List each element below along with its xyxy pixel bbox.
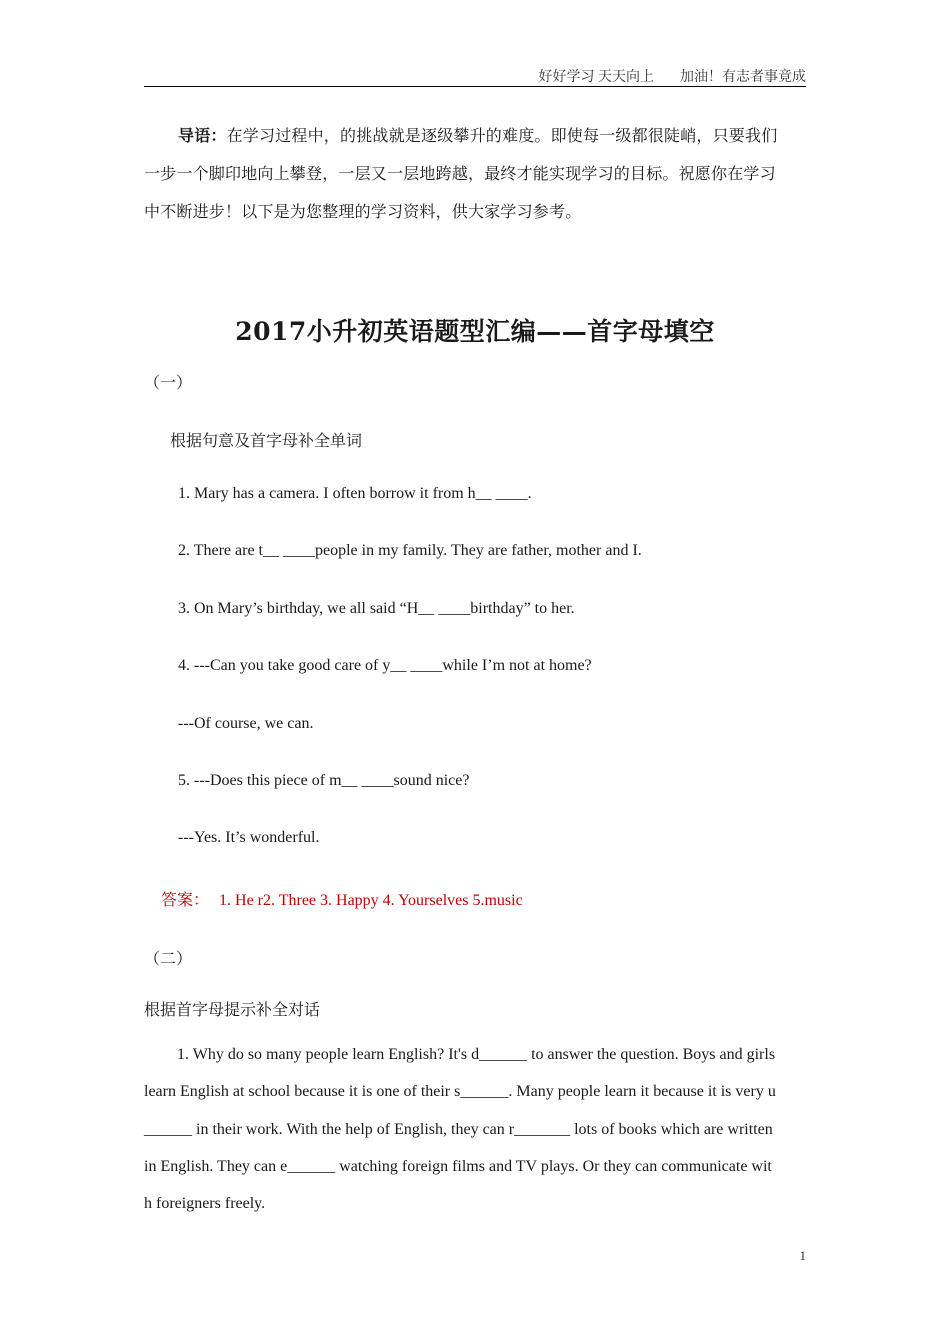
answer-text: 1. He r2. Three 3. Happy 4. Yourselves 5.music: [219, 892, 523, 909]
intro-paragraph: [144, 118, 808, 232]
intro-line-3: 中不断进步！以下是为您整理的学习资料，供大家学习参考。: [144, 204, 582, 221]
part2-label: （二）: [144, 951, 193, 968]
part2-instruction: 根据首字母提示补全对话: [144, 1002, 321, 1019]
header-left-text: 好好学习 天天向上: [538, 70, 654, 85]
question-item: 4. ---Can you take good care of y__ ____while I’m not at home?: [178, 657, 592, 674]
intro-label: 导语：: [178, 128, 227, 145]
part1-label: （一）: [144, 375, 193, 392]
question-item: ---Yes. It’s wonderful.: [178, 829, 320, 846]
answer-key: [161, 887, 523, 910]
passage-line: learn English at school because it is one of their s______. Many people learn it because it is very u: [144, 1083, 776, 1100]
page-number: 1: [799, 1248, 806, 1263]
part1-instruction: 根据句意及首字母补全单词: [170, 433, 363, 450]
passage-line: h foreigners freely.: [144, 1195, 266, 1212]
question-item: 2. There are t__ ____people in my family. They are father, mother and I.: [178, 542, 642, 559]
intro-line-2: 一步一个脚印地向上攀登，一层又一层地跨越，最终才能实现学习的目标。祝愿你在学习: [144, 166, 776, 183]
passage-line: 1. Why do so many people learn English? It's d______ to answer the question. Boys and girls: [177, 1046, 776, 1063]
passage-line: ______ in their work. With the help of English, they can r_______ lots of books which are written: [144, 1121, 773, 1138]
intro-line-1: 在学习过程中，的挑战就是逐级攀升的难度。即使每一级都很陡峭，只要我们: [226, 128, 778, 145]
answer-label: 答案：: [161, 892, 210, 909]
header-divider: [144, 86, 806, 87]
document-title: 2017小升初英语题型汇编——首字母填空: [235, 317, 715, 346]
question-item: 3. On Mary’s birthday, we all said “H__ ____birthday” to her.: [178, 600, 575, 617]
question-item: 1. Mary has a camera. I often borrow it from h__ ____.: [178, 485, 532, 502]
page-header: [144, 66, 806, 86]
passage-line: in English. They can e______ watching foreign films and TV plays. Or they can communicate wit: [144, 1158, 772, 1175]
question-item: ---Of course, we can.: [178, 715, 314, 732]
header-right-text: 加油！有志者事竟成: [680, 70, 806, 85]
question-item: 5. ---Does this piece of m__ ____sound nice?: [178, 772, 470, 789]
